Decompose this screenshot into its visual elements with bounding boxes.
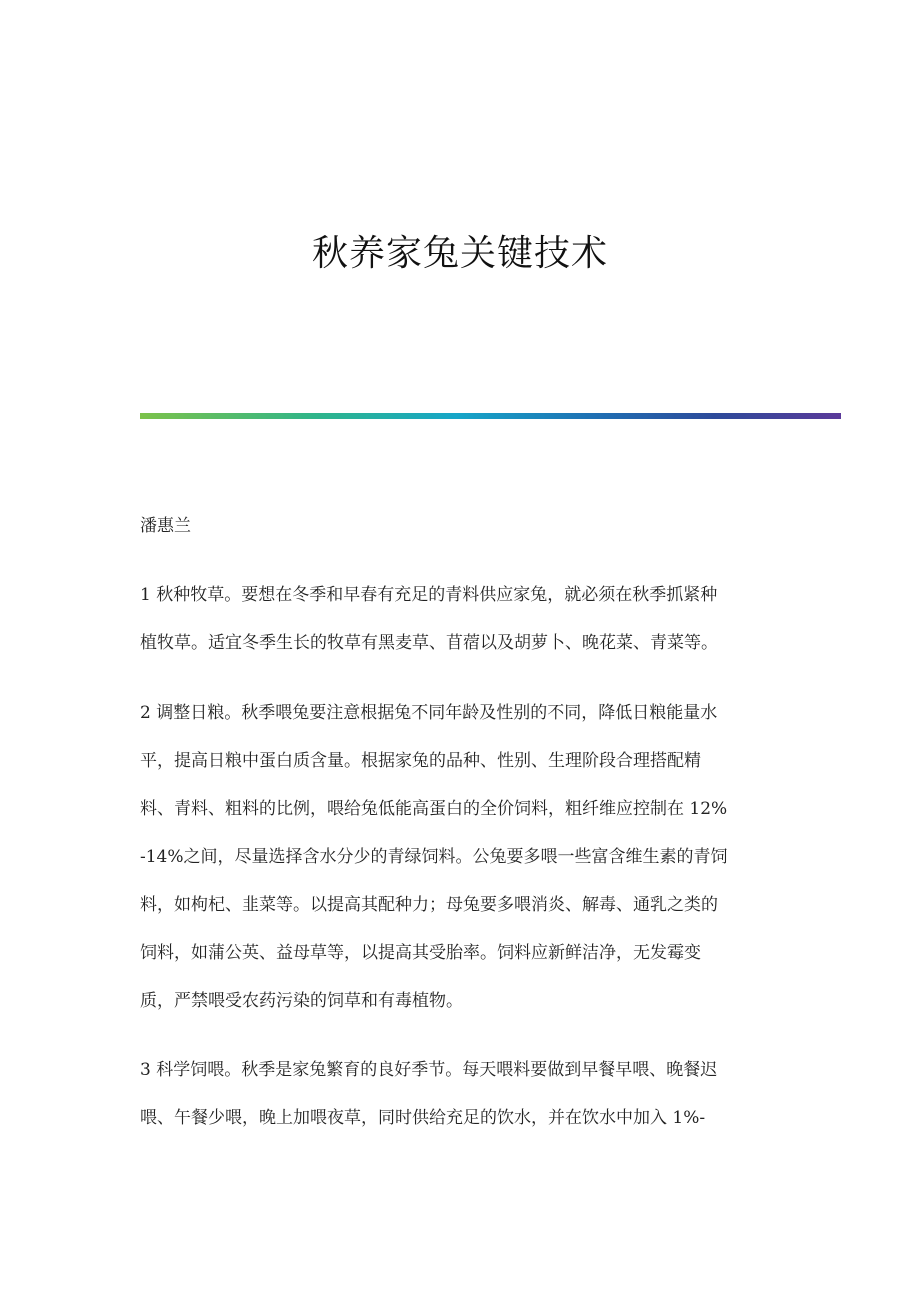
paragraph-3	[140, 1055, 780, 1151]
gradient-divider	[140, 413, 841, 419]
paragraph-line: 3 科学饲喂。秋季是家兔繁育的良好季节。每天喂料要做到早餐早喂、晚餐迟	[140, 1060, 718, 1080]
paragraph-line: 植牧草。适宜冬季生长的牧草有黑麦草、苜蓿以及胡萝卜、晚花菜、青菜等。	[140, 633, 718, 653]
author-name: 潘惠兰	[140, 516, 191, 536]
paragraph-line: 1 秋种牧草。要想在冬季和早春有充足的青料供应家兔，就必须在秋季抓紧种	[140, 585, 718, 605]
paragraph-line: 喂、午餐少喂，晚上加喂夜草，同时供给充足的饮水，并在饮水中加入 1%-	[140, 1108, 706, 1128]
paragraph-line: 料，如枸杞、韭菜等。以提高其配种力；母兔要多喂消炎、解毒、通乳之类的	[140, 895, 718, 915]
paragraph-line: 料、青料、粗料的比例，喂给兔低能高蛋白的全价饲料，粗纤维应控制在 12%	[140, 799, 728, 819]
paragraph-line: 饲料，如蒲公英、益母草等，以提高其受胎率。饲料应新鲜洁净，无发霉变	[140, 943, 701, 963]
paragraph-1	[140, 580, 780, 676]
document-title: 秋养家兔关键技术	[311, 233, 608, 274]
paragraph-line: -14%之间，尽量选择含水分少的青绿饲料。公兔要多喂一些富含维生素的青饲	[140, 847, 728, 867]
paragraph-2	[140, 698, 780, 1034]
paragraph-line: 平，提高日粮中蛋白质含量。根据家兔的品种、性别、生理阶段合理搭配精	[140, 751, 701, 771]
paragraph-line: 质，严禁喂受农药污染的饲草和有毒植物。	[140, 991, 463, 1011]
paragraph-line: 2 调整日粮。秋季喂兔要注意根据兔不同年龄及性别的不同，降低日粮能量水	[140, 703, 718, 723]
